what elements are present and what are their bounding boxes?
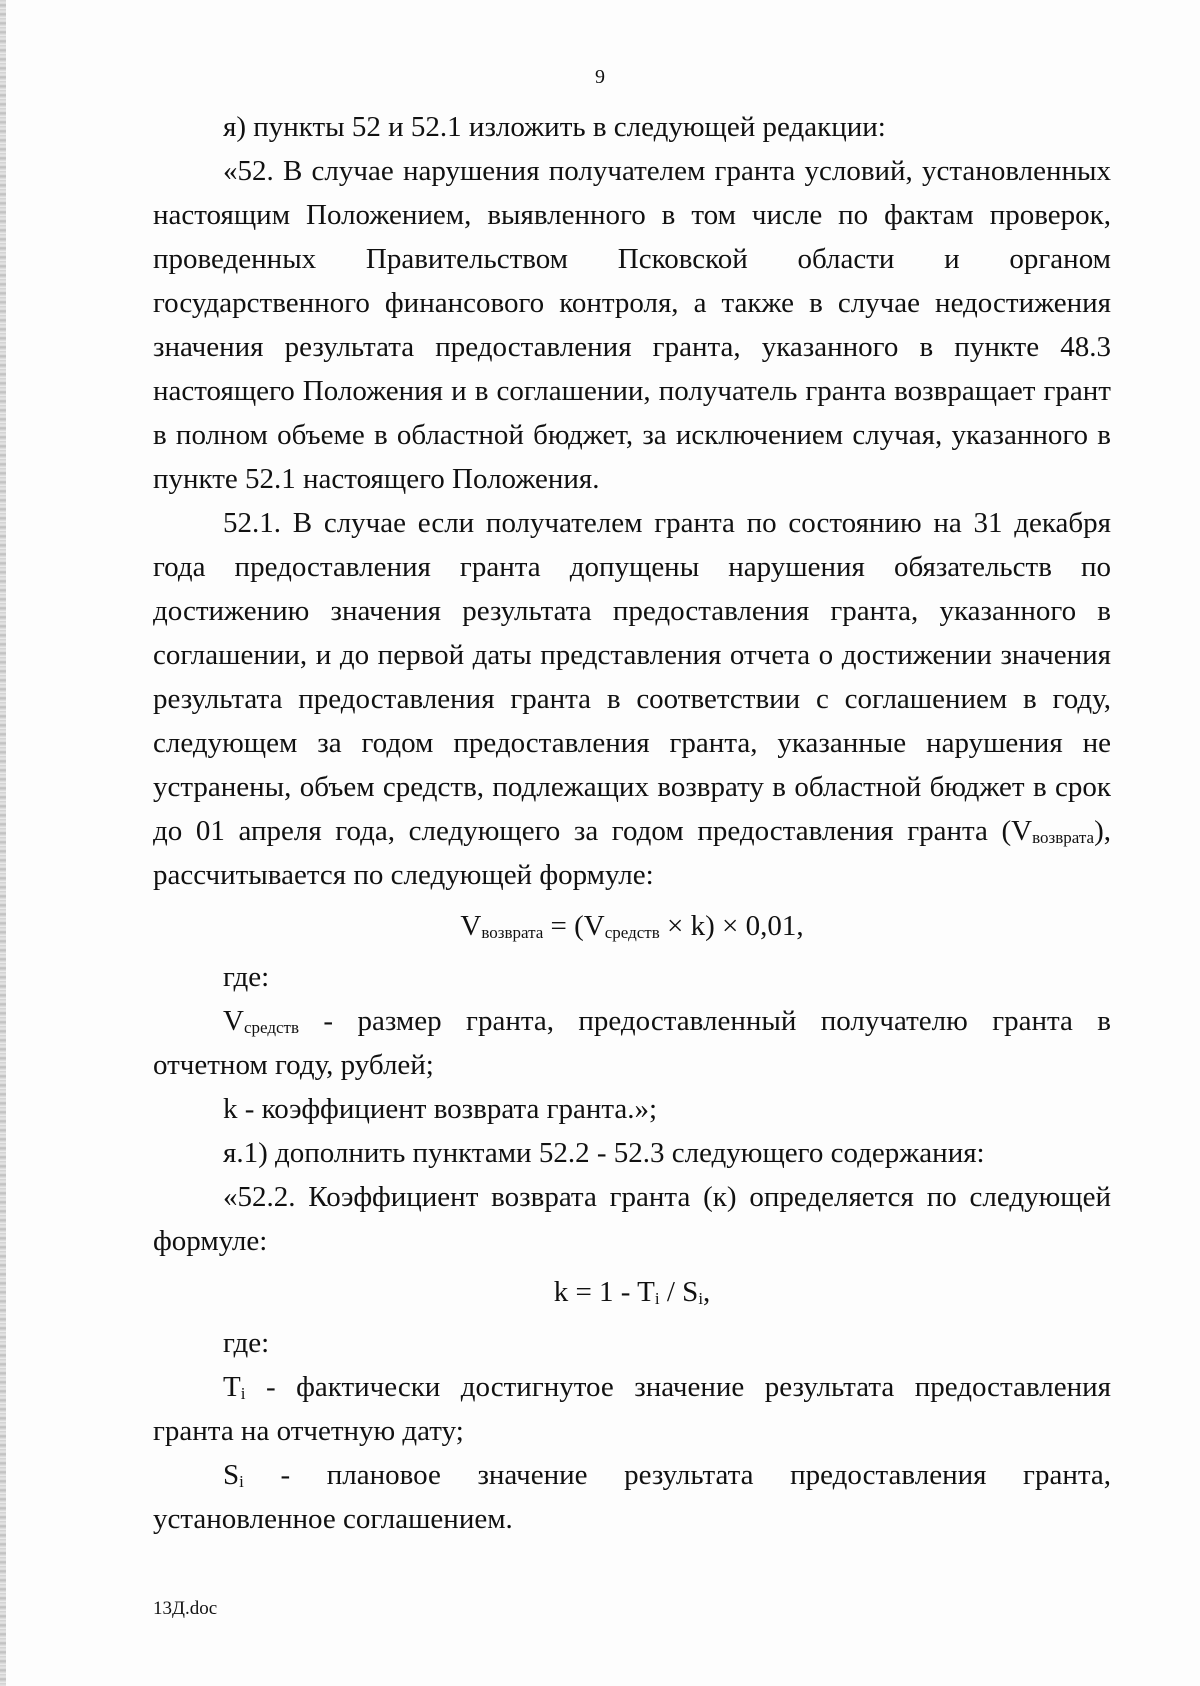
scan-edge [0, 0, 6, 1686]
paragraph-52-1-text: 52.1. В случае если получателем гранта по состоянию на 31 декабря года предоставления гранта допущены нарушения обязательств по достижению значения результата предоставления гранта, указанного в соглашении, и до первой даты представления отчета о достижении значения результата предоставления гранта в соответствии с соглашением в году, следующем за годом предоставления гранта, указанные нарушения не устранены, объем средств, подлежащих возврату в областной бюджет в срок до 01 апреля года, следующего за годом предоставления гранта (V [153, 507, 1111, 847]
definition-si: $S_i$ - плановое значение результата предоставления гранта, установленное соглашением. [153, 1459, 1111, 1535]
formula-v-vozvrata: $V_{возврата} = (V_{средств} \times k) \times 0,01$, [460, 910, 804, 942]
where-label-2: где: [223, 1327, 270, 1359]
footer-filename: 13Д.doc [153, 1598, 218, 1619]
paragraph-ya-1: я.1) дополнить пунктами 52.2 - 52.3 следующего содержания: [223, 1137, 985, 1169]
definition-ti: $T_i$ - фактически достигнутое значение результата предоставления гранта на отчетную дату; [153, 1371, 1111, 1447]
paragraph-52-1-tail: ), рассчитывается по следующей формуле: [153, 815, 1111, 891]
formula-k: $k = 1 - T_i / S_i$, [553, 1276, 711, 1308]
paragraph-52-1 [153, 501, 1111, 897]
paragraph-52: «52. В случае нарушения получателем гранта условий, установленных настоящим Положением, выявленного в том числе по фактам проверок, проведенных Правительством Псковской области и органом государственного финансового контроля, а также в случае недостижения значения результата предоставления гранта, указанного в пункте 48.3 настоящего Положения и в соглашении, получатель гранта возвращает грант в полном объеме в областной бюджет, за исключением случая, указанного в пункте 52.1 настоящего Положения. [153, 155, 1111, 495]
where-label-1: где: [223, 961, 270, 993]
document-body [153, 105, 1111, 1541]
definition-v-sredstv: $V_{средств}$ - размер гранта, предоставленный получателю гранта в отчетном году, рублей; [153, 1005, 1111, 1081]
definition-k: k - коэффициент возврата гранта.»; [223, 1093, 658, 1125]
page-number: 9 [595, 66, 605, 88]
subscript-vozvrata: возврата [1032, 828, 1095, 847]
paragraph-ya: я) пункты 52 и 52.1 изложить в следующей редакции: [223, 111, 886, 143]
paragraph-52-2: «52.2. Коэффициент возврата гранта (к) определяется по следующей формуле: [153, 1181, 1111, 1257]
